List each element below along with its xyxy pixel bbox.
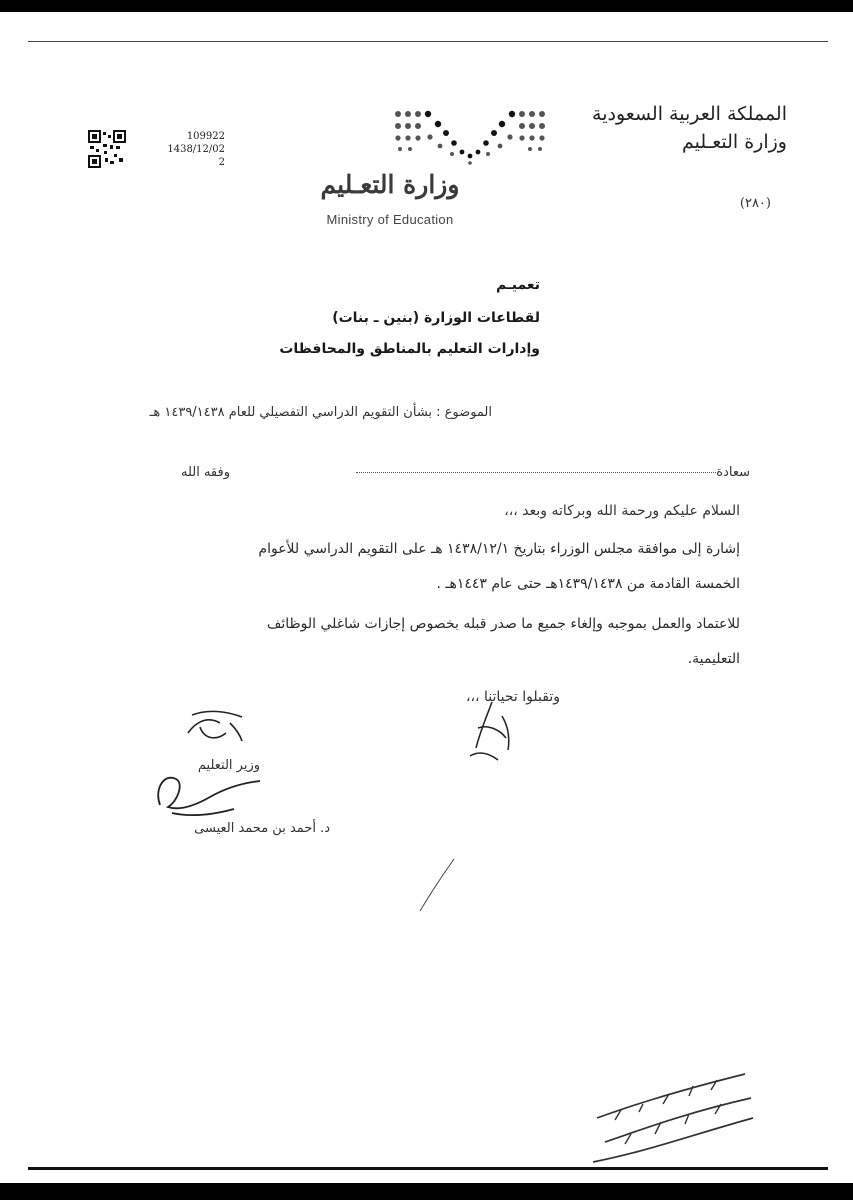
kingdom-name: المملكة العربية السعودية [592,103,787,125]
pen-stroke [410,855,460,915]
top-rule [28,41,828,42]
letter-date: 1438/12/02 [167,144,225,155]
letter-number: 109922 [186,131,225,142]
scan-border-top [0,0,853,12]
circular-title: تعميـم [495,277,540,293]
logo-english-name: Ministry of Education [326,212,454,227]
logo-arabic-name: وزارة التعـليم [320,170,460,199]
bottom-rule [28,1167,828,1170]
subject-line: الموضوع : بشأن التقويم الدراسي التفصيلي للعام ١٤٣٩/١٤٣٨ هـ [149,405,492,420]
ministry-logo-icon [390,106,550,166]
reference-number: (٢٨٠) [739,196,771,211]
letter-attachments: 2 [218,157,225,168]
handwritten-approval-mark [180,705,250,750]
ministry-name: وزارة التعـليم [681,131,787,153]
minister-signature [150,765,265,825]
handwritten-annotation [462,698,522,768]
salutation-line [345,465,750,480]
salutation-blessing: وفقه الله [180,465,230,480]
paragraph-1-line-2: الخمسة القادمة من ١٤٣٩/١٤٣٨هـ حتى عام ١٤٤٣هـ . [436,576,740,592]
minister-name: د. أحمد بن محمد العيسى [194,821,330,836]
greeting: السلام عليكم ورحمة الله وبركاته وبعد ،،، [504,503,740,519]
handwritten-receipt-stamp [585,1060,760,1170]
letter-meta [140,130,225,169]
salutation-label: سعادة [716,465,750,480]
scan-border-bottom [0,1183,853,1200]
kingdom-header [567,100,787,156]
paragraph-1-line-1: إشارة إلى موافقة مجلس الوزراء بتاريخ ١٤٣٨/١٢/١ هـ على التقويم الدراسي للأعوام [258,541,740,557]
addressee-line-2: وإدارات التعليم بالمناطق والمحافظات [279,341,540,357]
qr-code-icon [88,130,126,168]
addressee-line-1: لقطاعات الوزارة (بنين ـ بنات) [332,310,540,326]
paragraph-2-line-1: للاعتماد والعمل بموجبه وإلغاء جميع ما صدر قبله بخصوص إجازات شاغلي الوظائف [266,616,740,632]
paragraph-2-line-2: التعليمية. [687,651,740,667]
recipient-blank-line [356,472,716,473]
closing-line: وتقبلوا تحياتنا ،،، [466,689,560,705]
minister-title: وزير التعليم [197,758,260,773]
